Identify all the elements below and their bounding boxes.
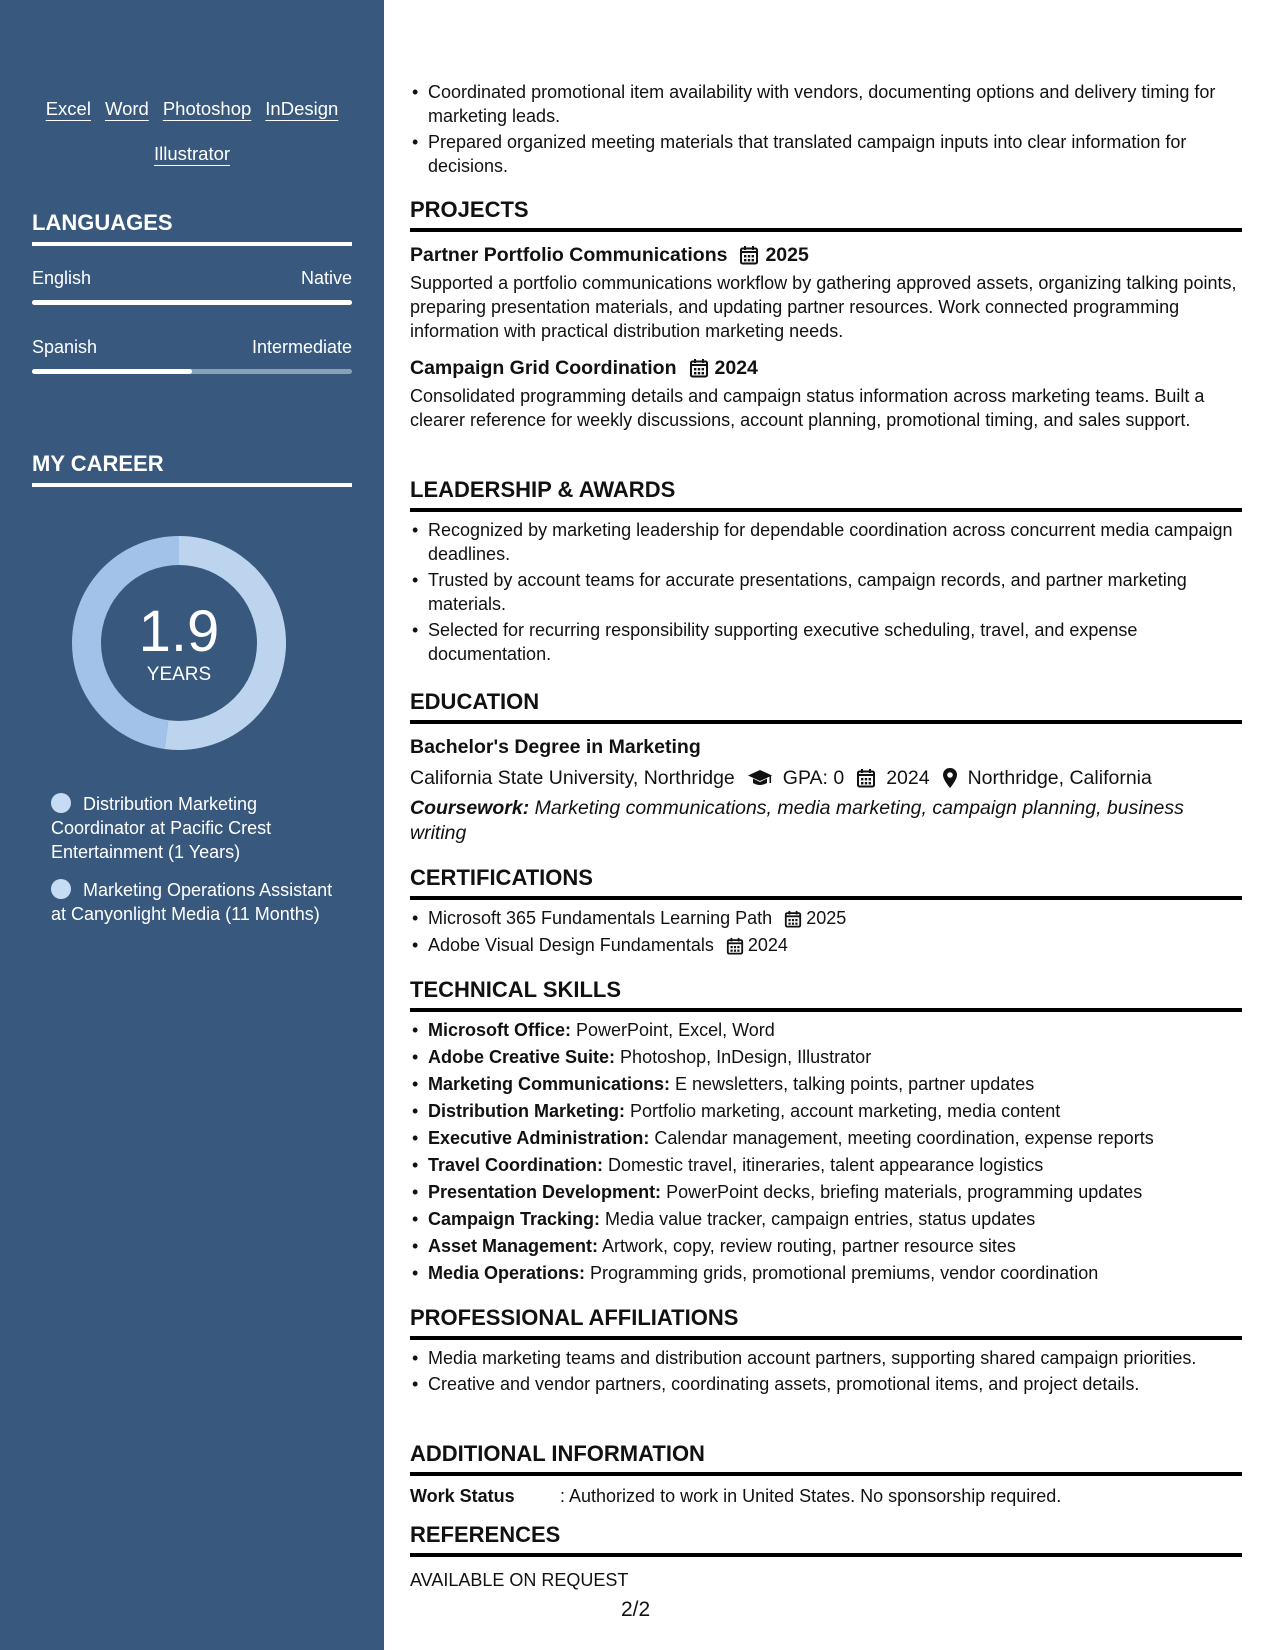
gpa: GPA: 0 (782, 767, 845, 789)
leadership-bullet: • Selected for recurring responsibility supporting executive scheduling, travel, and expense documentation. (410, 618, 1242, 666)
skill-label: Media Operations: (428, 1263, 586, 1283)
languages-heading: LANGUAGES (32, 210, 352, 246)
skill-tag-excel[interactable]: Excel (45, 98, 91, 119)
language-row-spanish (32, 337, 352, 358)
graduation-cap-icon (747, 768, 773, 788)
section-title: EDUCATION (410, 688, 1242, 724)
language-bar-english (32, 300, 352, 305)
project-name: Campaign Grid Coordination (410, 357, 677, 379)
skill-item (410, 1098, 1242, 1125)
certification-name: • Adobe Visual Design Fundamentals (428, 935, 714, 955)
skill-item (410, 1044, 1242, 1071)
work-status-row (410, 1484, 1242, 1508)
language-row-english (32, 268, 352, 289)
skill-item (410, 1233, 1242, 1260)
project-description: Consolidated programming details and campaign status information across marketing teams. Built a clearer reference for weekly discussions, account planning, promotional timing, and sales support. (410, 386, 1205, 430)
coursework-text: Marketing communications, media marketing, campaign planning, business writing (410, 797, 1184, 844)
section-title: REFERENCES (410, 1521, 1242, 1557)
references-section (410, 1521, 1242, 1592)
skill-label: Marketing Communications: (428, 1074, 671, 1094)
skill-value: Programming grids, promotional premiums, vendor coordination (585, 1263, 1099, 1283)
skill-value: Photoshop, InDesign, Illustrator (615, 1047, 872, 1067)
career-total-value: 1.9 (138, 599, 220, 664)
skill-item (410, 1179, 1242, 1206)
skill-item (410, 1125, 1242, 1152)
section-title: ADDITIONAL INFORMATION (410, 1440, 1242, 1476)
project-year: 2025 (765, 244, 809, 266)
skill-tag-illustrator[interactable]: Illustrator (153, 143, 231, 164)
main-content (410, 0, 1242, 1650)
section-title: TECHNICAL SKILLS (410, 976, 1242, 1012)
calendar-icon (739, 245, 759, 265)
skill-label: Executive Administration: (428, 1128, 650, 1148)
project-title (410, 242, 1242, 268)
skill-value: PowerPoint decks, briefing materials, programming updates (661, 1182, 1143, 1202)
section-title: CERTIFICATIONS (410, 864, 1242, 900)
page-number: 2/2 (621, 1598, 651, 1621)
language-name: Spanish (32, 337, 98, 357)
skill-value: Calendar management, meeting coordination, expense reports (649, 1128, 1154, 1148)
calendar-icon (856, 768, 876, 788)
bullet-dot-icon (51, 793, 71, 813)
skill-tags (32, 86, 352, 176)
skill-item (410, 1260, 1242, 1287)
skill-tag-word[interactable]: Word (104, 98, 149, 119)
experience-bullet: • Coordinated promotional item availability with vendors, documenting options and delivery timing for marketing leads. (410, 80, 1242, 128)
experience-bullet: • Prepared organized meeting materials that translated campaign inputs into clear information for decisions. (410, 130, 1242, 178)
affiliations-section (410, 1304, 1242, 1396)
career-item (51, 792, 336, 864)
certification-item (410, 932, 1242, 959)
graduation-year: 2024 (886, 767, 930, 789)
career-item (51, 878, 336, 926)
certification-year: 2025 (806, 908, 847, 928)
skill-label: Presentation Development: (428, 1182, 662, 1202)
language-level: Intermediate (251, 337, 352, 357)
coursework (410, 796, 1242, 846)
leadership-bullet: • Trusted by account teams for accurate presentations, campaign records, and partner marketing materials. (410, 568, 1242, 616)
skill-item (410, 1152, 1242, 1179)
references-text: AVAILABLE ON REQUEST (410, 1570, 629, 1590)
experience-continued (410, 80, 1242, 178)
skill-value: Media value tracker, campaign entries, status updates (600, 1209, 1036, 1229)
skill-item (410, 1206, 1242, 1233)
certification-item (410, 905, 1242, 932)
career-total-unit: YEARS (146, 664, 212, 685)
calendar-icon (726, 937, 744, 955)
skill-label: Adobe Creative Suite: (428, 1047, 616, 1067)
skill-item (410, 1071, 1242, 1098)
language-name: English (32, 268, 92, 288)
skill-tag-photoshop[interactable]: Photoshop (162, 98, 252, 119)
degree-title: Bachelor's Degree in Marketing (410, 736, 701, 758)
project-description: Supported a portfolio communications workflow by gathering approved assets, organizing talking points, preparing presentation materials, and updating partner resources. Work connected programming information with practical distribution marketing needs. (410, 273, 1237, 341)
skill-tag-indesign[interactable]: InDesign (265, 98, 339, 119)
section-title: LEADERSHIP & AWARDS (410, 476, 1242, 512)
career-list (51, 792, 336, 940)
affiliation-bullet: • Media marketing teams and distribution account partners, supporting shared campaign priorities. (410, 1346, 1242, 1370)
language-bar-fill (32, 300, 352, 305)
skill-item (410, 1017, 1242, 1044)
location-pin-icon (942, 767, 958, 789)
technical-skills-list (410, 1017, 1242, 1287)
skill-label: Travel Coordination: (428, 1155, 604, 1175)
language-level: Native (300, 268, 352, 288)
projects-section (410, 196, 1242, 432)
skill-value: PowerPoint, Excel, Word (571, 1020, 775, 1040)
calendar-icon (689, 358, 709, 378)
leadership-bullet: • Recognized by marketing leadership for dependable coordination across concurrent media campaign deadlines. (410, 518, 1242, 566)
education-meta (410, 765, 1242, 791)
language-bar-fill (32, 369, 192, 374)
education-section (410, 688, 1242, 846)
school-location: Northridge, California (967, 767, 1152, 789)
skill-label: Campaign Tracking: (428, 1209, 601, 1229)
skill-label: Asset Management: (428, 1236, 599, 1256)
skill-value: E newsletters, talking points, partner updates (670, 1074, 1035, 1094)
project-name: Partner Portfolio Communications (410, 244, 728, 266)
skill-label: Distribution Marketing: (428, 1101, 625, 1121)
career-item-text: Distribution Marketing Coordinator at Pacific Crest Entertainment (1 Years) (51, 794, 272, 862)
work-status-label: Work Status (410, 1486, 515, 1506)
certification-name: • Microsoft 365 Fundamentals Learning Path (428, 908, 773, 928)
work-status-value: : Authorized to work in United States. No sponsorship required. (560, 1486, 1062, 1506)
leadership-section (410, 476, 1242, 666)
section-title: PROJECTS (410, 196, 1242, 232)
skill-label: Microsoft Office: (428, 1020, 572, 1040)
language-bar-spanish (32, 369, 352, 374)
certifications-section (410, 864, 1242, 959)
school-name: California State University, Northridge (410, 767, 735, 789)
additional-info-section (410, 1440, 1242, 1508)
section-title: PROFESSIONAL AFFILIATIONS (410, 1304, 1242, 1340)
project-title (410, 355, 1242, 381)
calendar-icon (784, 910, 802, 928)
technical-skills-section (410, 976, 1242, 1287)
career-heading: MY CAREER (32, 451, 352, 487)
certification-year: 2024 (747, 935, 788, 955)
skill-value: Portfolio marketing, account marketing, media content (625, 1101, 1061, 1121)
career-item-text: Marketing Operations Assistant at Canyonlight Media (11 Months) (51, 880, 333, 924)
skill-value: Domestic travel, itineraries, talent appearance logistics (603, 1155, 1044, 1175)
coursework-label: Coursework: (410, 797, 530, 819)
project-year: 2024 (714, 357, 758, 379)
sidebar (0, 0, 384, 1650)
bullet-dot-icon (51, 879, 71, 899)
skill-value: Artwork, copy, review routing, partner resource sites (598, 1236, 1016, 1256)
affiliation-bullet: • Creative and vendor partners, coordinating assets, promotional items, and project details. (410, 1372, 1242, 1396)
